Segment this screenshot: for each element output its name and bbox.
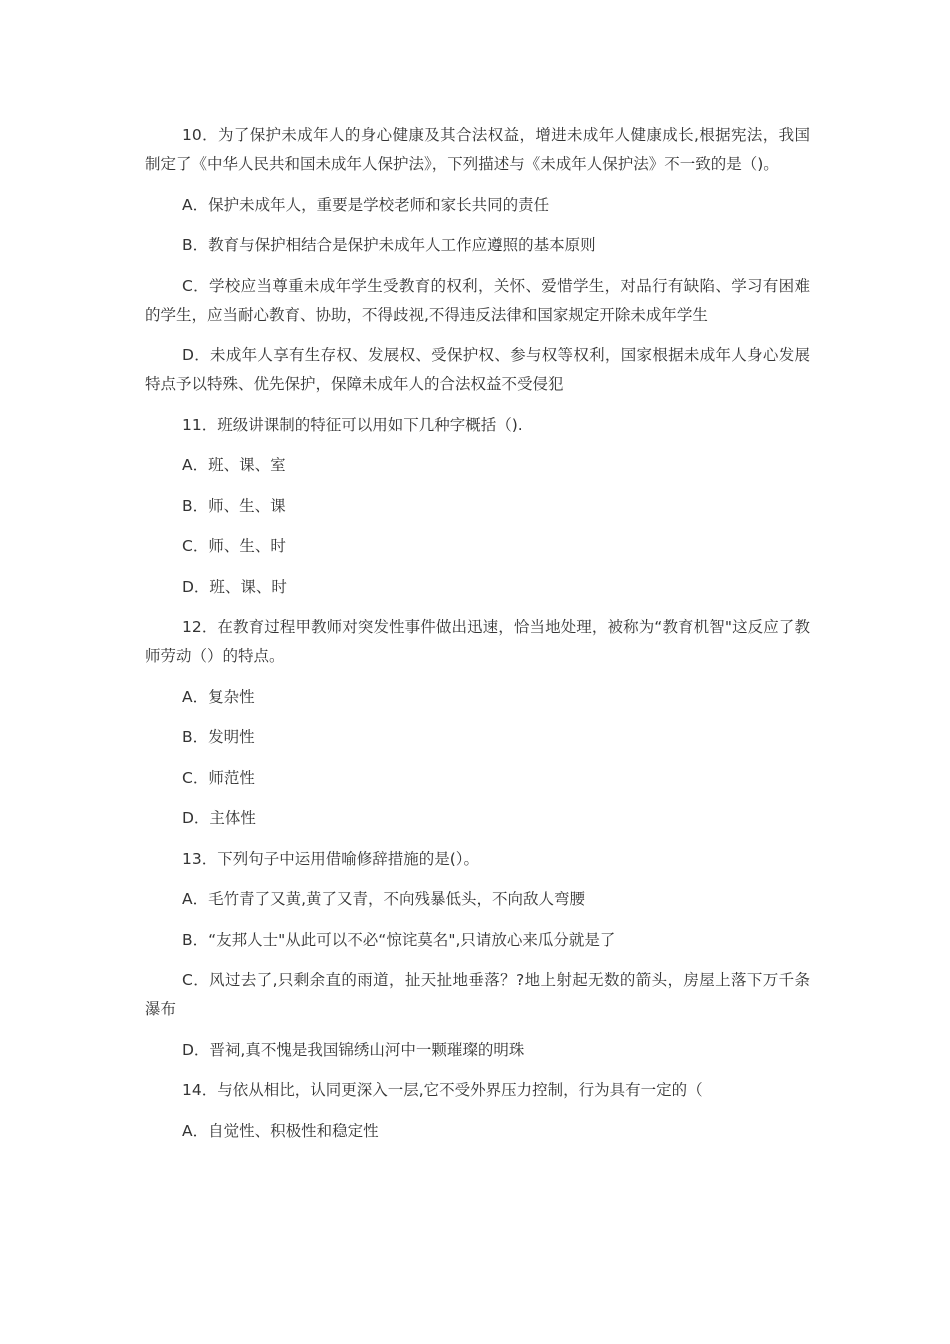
- question-10-option-d: D．未成年人享有生存权、发展权、受保护权、参与权等权利，国家根据未成年人身心发展特点予以特殊、优先保护，保障未成年人的合法权益不受侵犯: [145, 346, 810, 393]
- question-10-option-b: B．教育与保护相结合是保护未成年人工作应遵照的基本原则: [182, 236, 596, 254]
- question-10-stem: 10．为了保护未成年人的身心健康及其合法权益，增进未成年人健康成长,根据宪法，我国制定了《中华人民共和国未成年人保护法》，下列描述与《未成年人保护法》不一致的是（)。: [145, 126, 810, 173]
- question-11-option-d: D．班、课、时: [182, 577, 287, 596]
- question-13-option-a: A．毛竹青了又黄,黄了又青，不向残暴低头，不向敌人弯腰: [182, 890, 586, 908]
- question-13-option-b: B．“友邦人士"从此可以不必“惊诧莫名",只请放心来瓜分就是了: [182, 930, 616, 949]
- question-11-option-a: A．班、课、室: [182, 456, 286, 474]
- question-13-stem: 13．下列句子中运用借喻修辞措施的是(）。: [182, 849, 480, 868]
- document-page: [145, 121, 810, 1157]
- question-12-option-c: C．师范性: [182, 768, 255, 787]
- question-11-stem: 11．班级讲课制的特征可以用如下几种字概括（).: [182, 415, 523, 434]
- question-12-option-b: B．发明性: [182, 728, 255, 746]
- question-12-stem: 12．在教育过程甲教师对突发性事件做出迅速，恰当地处理，被称为“教育机智"这反应了教师劳动（）的特点。: [145, 618, 810, 665]
- question-11-option-c: C．师、生、时: [182, 537, 286, 555]
- question-14-stem: 14．与依从相比，认同更深入一层,它不受外界压力控制，行为具有一定的（: [182, 1081, 703, 1099]
- question-10-option-a: A．保护未成年人，重要是学校老师和家长共同的责任: [182, 195, 550, 214]
- question-13-option-d: D．晋祠,真不愧是我国锦绣山河中一颗璀璨的明珠: [182, 1040, 525, 1059]
- question-12-option-a: A．复杂性: [182, 687, 255, 706]
- question-10-option-c: C．学校应当尊重未成年学生受教育的权利，关怀、爱惜学生，对品行有缺陷、学习有困难的学生，应当耐心教育、协助，不得歧视,不得违反法律和国家规定开除未成年学生: [145, 276, 810, 324]
- question-13-option-c: C．风过去了,只剩余直的雨道，扯天扯地垂落？?地上射起无数的箭头，房屋上落下万千条瀑布: [145, 971, 810, 1018]
- question-14-option-a: A．自觉性、积极性和稳定性: [182, 1121, 379, 1140]
- question-12-option-d: D．主体性: [182, 809, 256, 827]
- question-11-option-b: B．师、生、课: [182, 496, 286, 515]
